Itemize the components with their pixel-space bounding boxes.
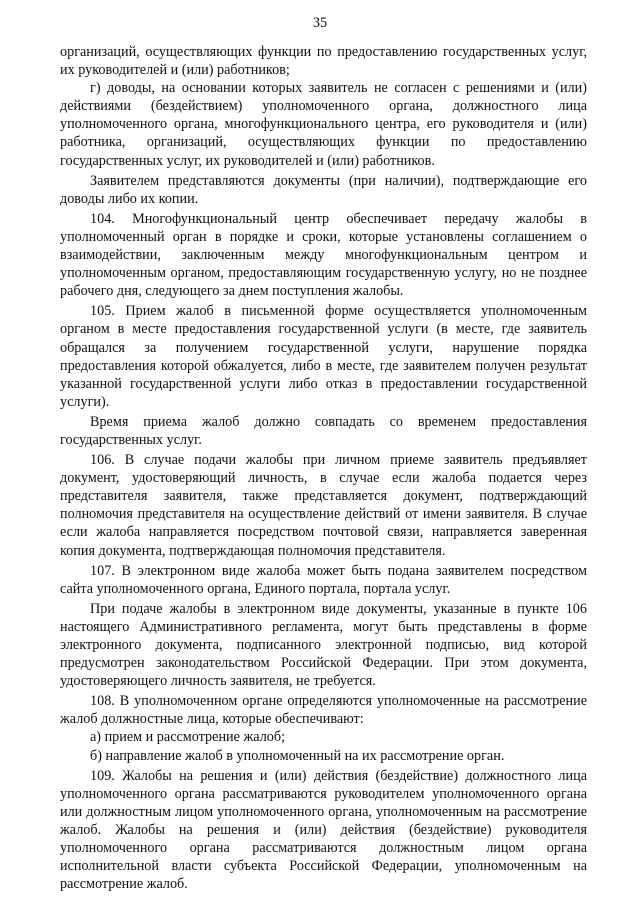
paragraph-electronic-submission: При подаче жалобы в электронном виде документы, указанные в пункте 106 настоящего Административного регламента, могут быть представлены в форме электронного документа, подписанного электронной подписью, вид которой предусмотрен законодательством Российской Федерации. При этом документа, удостоверяющего личность заявителя, не требуется.: [60, 600, 587, 690]
paragraph-continuation: организаций, осуществляющих функции по предоставлению государственных услуг, их руководителей и (или) работников;: [60, 44, 587, 79]
paragraph-106: 106. В случае подачи жалобы при личном приеме заявитель предъявляет документ, удостоверяющий личность, в случае если жалоба подается через представителя заявителя, также представляется документ, подтверждающий полномочия представителя на осуществление действий от имени заявителя. В случае если жалоба направляется посредством почтовой связи, направляется заверенная копия документа, подтверждающая полномочия представителя.: [60, 452, 587, 559]
paragraph-item-b: б) направление жалоб в уполномоченный на их рассмотрение орган.: [90, 747, 505, 764]
paragraph-item-a: а) прием и рассмотрение жалоб;: [90, 729, 286, 746]
paragraph-104: 104. Многофункциональный центр обеспечивает передачу жалобы в уполномоченный орган в порядке и сроки, которые установлены соглашением о взаимодействии, заключенным между многофункциональным центром и уполномоченным органом, предоставляющим государственную услугу, но не позднее рабочего дня, следующего за днем поступления жалобы.: [60, 210, 587, 300]
paragraph-108: 108. В уполномоченном органе определяются уполномоченные на рассмотрение жалоб должностные лица, которые обеспечивают:: [60, 693, 587, 728]
paragraph-107: 107. В электронном виде жалоба может быть подана заявителем посредством сайта уполномоченного органа, Единого портала, портала услуг.: [60, 562, 587, 597]
paragraph-reception-time: Время приема жалоб должно совпадать со временем предоставления государственных услуг.: [60, 413, 587, 448]
document-body: [60, 43, 587, 893]
paragraph-supporting-documents: Заявителем представляются документы (при наличии), подтверждающие его доводы либо их копии.: [60, 172, 587, 207]
paragraph-item-g: г) доводы, на основании которых заявитель не согласен с решениями и (или) действиями (бездействием) уполномоченного органа, должностного лица уполномоченного органа, многофункционального центра, его руководителя и (или) работника, организаций, осуществляющих функции по предоставлению государственных услуг, их руководителей и (или) работников.: [60, 80, 587, 169]
page-number: 35: [312, 15, 328, 31]
paragraph-109: 109. Жалобы на решения и (или) действия (бездействие) должностного лица уполномоченного органа рассматриваются руководителем уполномоченного органа или должностным лицом уполномоченного органа, уполномоченным на рассмотрение жалоб. Жалобы на решения и (или) действия (бездействие) руководителя уполномоченного органа рассматриваются должностным лицом органа исполнительной власти субъекта Российской Федерации, уполномоченным на рассмотрение жалоб.: [60, 767, 587, 893]
paragraph-105: 105. Прием жалоб в письменной форме осуществляется уполномоченным органом в месте предоставления государственной услуги (в месте, где заявитель обращался за получением государственной услуги, нарушение порядка предоставления которой обжалуется, либо в месте, где заявителем получен результат указанной государственной услуги либо отказ в предоставлении государственной услуги).: [60, 303, 587, 410]
